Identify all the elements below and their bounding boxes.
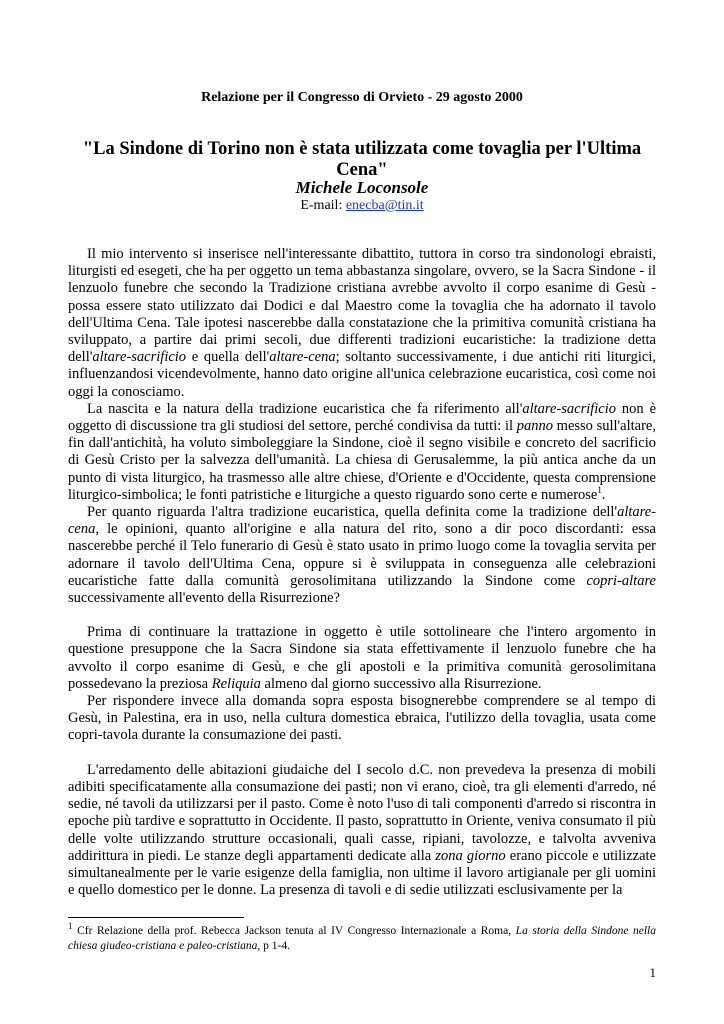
email-label: E-mail: — [300, 198, 346, 213]
text-run: , p 1-4. — [257, 939, 290, 952]
author-email-line — [68, 198, 656, 214]
body-paragraph — [68, 401, 656, 504]
document-header: Relazione per il Congresso di Orvieto - 29 agosto 2000 — [201, 90, 523, 105]
italic-term: zona giorno — [435, 847, 506, 864]
italic-term: altare-cena — [269, 349, 336, 366]
text-run: Per quanto riguarda l'altra tradizione eucaristica, quella definita come la tradizione dell' — [87, 504, 618, 521]
text-run: almeno dal giorno successivo alla Risurrezione. — [260, 675, 542, 692]
italic-term: altare-sacrificio — [522, 400, 617, 417]
italic-term: panno — [516, 418, 553, 435]
body-paragraph — [68, 762, 656, 900]
italic-term: Reliquia — [211, 675, 261, 692]
body-paragraph — [68, 246, 656, 401]
document-title: "La Sindone di Torino non è stata utilizzata come tovaglia per l'Ultima Cena" — [82, 139, 642, 180]
italic-term: La storia della Sindone nella chiesa giudeo-cristiana e paleo-cristiana — [68, 925, 656, 952]
text-run: Cfr Relazione della prof. Rebecca Jackson tenuta al IV Congresso Internazionale a Roma, — [72, 925, 516, 937]
italic-term: copri-altare — [586, 572, 656, 589]
text-run: non è oggetto di discussione tra gli studiosi del settore, perché condivisa da tutti: il — [68, 400, 656, 435]
document-page — [68, 0, 656, 1024]
body-paragraph — [68, 693, 656, 745]
text-run: Per rispondere invece alla domanda sopra esposta bisognerebbe comprendere se al tempo di Gesù, in Palestina, era in uso, nella cultura domestica ebraica, l'utilizzo della tovaglia, usata come copri-tavola durante la consumazione dei pasti. — [68, 693, 656, 744]
author-name: Michele Loconsole — [295, 178, 429, 197]
text-run: La nascita e la natura della tradizione eucaristica che fa riferimento all' — [87, 400, 523, 417]
footnote — [68, 921, 656, 953]
text-run: , le opinioni, quanto all'origine e alla natura del rito, sono a dir poco discordanti: essa nascerebbe perché il Telo funerario di Gesù è stato usato in primo luogo come la tovaglia servita per adornare il tavolo dell'Ultima Cena, oppure si è sviluppata in conseguenza alle celebrazioni eucaristiche fatte dalla comunità gerosolimitana utilizzando la Sindone come — [68, 521, 656, 589]
text-run: . — [601, 486, 606, 503]
text-run: Prima di continuare la trattazione in oggetto è utile sottolineare che l'intero argomento in questione presuppone che la Sacra Sindone sia stata effettivamente il lenzuolo funebre che ha avvolto il corpo esanime di Gesù, e che gli apostoli e la primitiva comunità gerosolimitana possedevano la preziosa — [68, 624, 656, 692]
text-run: messo sull'altare, fin dall'antichità, ha voluto simboleggiare la Sindone, cioè il segno visibile e concreto del sacrificio di Gesù Cristo per la salvezza dell'umanità. La chiesa di Gerusalemme, la più antica anche da un punto di vista liturgico, ha trasmesso alle altre chiese, d'Oriente e d'Occidente, questa comprensione liturgico-simbolica; le fonti patristiche e liturgiche a questo riguardo sono certe e numerose — [68, 418, 656, 503]
body-text — [68, 246, 656, 899]
text-run: ; soltanto successivamente, i due antichi riti liturgici, influenzandosi vicendevolmente, hanno dato origine all'unica celebrazione eucaristica, così come noi oggi la conosciamo. — [68, 349, 656, 400]
footnote-number: 1 — [68, 921, 73, 932]
text-run: Il mio intervento si inserisce nell'interessante dibattito, tuttora in corso tra sindonologi ebraisti, liturgisti ed esegeti, che ha per oggetto un tema abbastanza singolare, ovvero, se la Sacra Sindone - il lenzuolo funebre che secondo la Tradizione cristiana avrebbe avvolto il corpo esanime di Gesù - possa essere stato utilizzato dai Dodici e dal Maestro come la tovaglia che ha adornato il tavolo dell'Ultima Cena. Tale ipotesi nascerebbe dalla constatazione che la primitiva comunità cristiana ha sviluppato, a partire dai primi secoli, due differenti tradizioni eucaristiche: la tradizione detta dell' — [68, 246, 656, 366]
page-number: 1 — [649, 965, 656, 980]
text-run: L'arredamento delle abitazioni giudaiche del I secolo d.C. non prevedeva la presenza di mobili adibiti specificatamente alla consumazione dei pasti; non vi erano, cioè, tra gli elementi d'arredo, né sedie, né tavoli da utilizzarsi per il pasto. Come è noto l'uso di tali componenti d'arredo si riscontra in epoche più tardive e soprattutto in Occidente. Il pasto, soprattutto in Oriente, veniva consumato il più delle volte utilizzando strutture occasionali, quali casse, ripiani, tavolozze, e talvolta avveniva addirittura in piedi. Le stanze degli appartamenti dedicate alla — [68, 761, 656, 864]
italic-term: altare-sacrificio — [92, 349, 187, 366]
text-run: successivamente all'evento della Risurrezione? — [68, 590, 340, 607]
footnote-separator — [68, 917, 244, 918]
body-paragraph — [68, 624, 656, 693]
email-link[interactable]: enecba@tin.it — [345, 198, 424, 213]
footnote-ref: 1 — [597, 485, 602, 496]
text-run: erano piccole e utilizzate simultanealmente per le varie esigenze della famiglia, non ultime il lavoro artigianale per gli uomini e quello domestico per le donne. La presenza di tavoli e di sedie utilizzati esclusivamente per la — [68, 847, 656, 899]
text-run: e quella dell' — [186, 349, 270, 366]
body-paragraph — [68, 504, 656, 607]
italic-term: altare-cena — [68, 504, 656, 538]
